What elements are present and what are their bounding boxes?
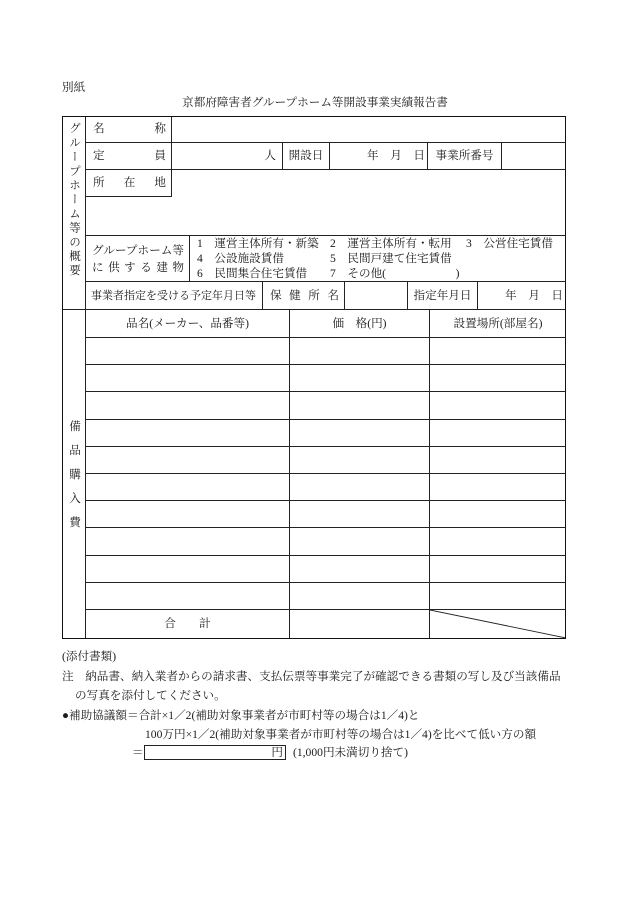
designation-planned-label: 事業者指定を受ける予定年月日等 xyxy=(91,289,256,302)
building-label-cell xyxy=(86,236,190,282)
building-option-4: 4 公設施設賃借 xyxy=(197,252,284,265)
building-option-row xyxy=(190,266,566,281)
designation-planned-label-cell xyxy=(86,282,263,310)
designation-date-label-cell xyxy=(408,282,478,310)
rounding-note: (1,000円未満切り捨て) xyxy=(293,746,408,759)
subsidy-formula-line-1: ●補助協議額＝合計×1／2(補助対象事業者が市町村等の場合は1／4)と xyxy=(62,709,420,722)
address-label: 所 在 地 xyxy=(93,176,166,189)
location-cell xyxy=(430,474,566,501)
item-name-cell xyxy=(86,447,290,474)
equipment-table-body xyxy=(86,338,566,610)
health-center-field xyxy=(345,282,408,310)
equipment-section-header xyxy=(62,310,86,638)
building-label-line-2: に 供 す る 建 物 xyxy=(92,260,184,274)
item-name-cell xyxy=(86,338,290,365)
building-option-5: 5 民間戸建て住宅賃借 xyxy=(330,252,452,265)
building-option-row xyxy=(190,251,566,266)
office-number-field xyxy=(502,143,566,170)
capacity-unit: 人 xyxy=(264,149,276,162)
opening-date-label-cell xyxy=(283,143,330,170)
item-name-cell xyxy=(86,583,290,610)
location-cell xyxy=(430,447,566,474)
name-label: 名 称 xyxy=(93,122,166,135)
equipment-section-label: 備品購入費 xyxy=(68,420,81,540)
item-name-cell xyxy=(86,365,290,392)
item-name-cell xyxy=(86,392,290,419)
location-cell xyxy=(430,338,566,365)
office-number-label-cell xyxy=(428,143,502,170)
designation-date-field xyxy=(478,282,566,310)
overview-section-label: グループホーム等の概要 xyxy=(68,122,81,279)
location-cell xyxy=(430,556,566,583)
building-type-options xyxy=(190,236,566,282)
price-cell xyxy=(290,474,430,501)
building-option-1: 1 運営主体所有・新築 xyxy=(197,237,319,250)
result-equals-sign: ＝ xyxy=(132,746,144,759)
building-option-6: 6 民間集合住宅賃借 xyxy=(197,267,308,280)
diagonal-strike-line xyxy=(430,610,566,638)
health-center-label: 保 健 所 名 xyxy=(270,288,339,302)
name-value-field xyxy=(172,116,566,143)
building-option-row xyxy=(190,236,566,251)
item-name-cell xyxy=(86,474,290,501)
document-title: 京都府障害者グループホーム等開設事業実績報告書 xyxy=(182,96,448,109)
subsidy-amount-field xyxy=(144,745,286,760)
price-cell xyxy=(290,392,430,419)
item-name-cell xyxy=(86,528,290,555)
price-column-header xyxy=(290,310,430,338)
item-name-header-label: 品名(メーカー、品番等) xyxy=(126,316,249,330)
item-name-cell xyxy=(86,501,290,528)
opening-date-field xyxy=(330,143,428,170)
total-location-cell xyxy=(430,610,566,638)
total-price-field xyxy=(290,610,430,638)
attachments-heading: (添付書類) xyxy=(62,650,117,663)
price-cell xyxy=(290,583,430,610)
total-label: 合 計 xyxy=(164,617,211,630)
address-label-cell xyxy=(86,170,172,197)
price-cell xyxy=(290,528,430,555)
capacity-label: 定 員 xyxy=(93,149,166,162)
designation-date-label: 指定年月日 xyxy=(413,288,472,302)
price-cell xyxy=(290,338,430,365)
item-name-cell xyxy=(86,420,290,447)
location-column-header xyxy=(430,310,566,338)
building-label-line-1: グループホーム等 xyxy=(92,243,184,257)
price-cell xyxy=(290,365,430,392)
capacity-value-field xyxy=(172,143,283,170)
price-header-label: 価 格(円) xyxy=(332,316,387,330)
designation-date-placeholder: 年 月 日 xyxy=(505,288,563,302)
item-name-column-header xyxy=(86,310,290,338)
total-label-cell xyxy=(86,610,290,638)
location-cell xyxy=(430,392,566,419)
location-cell xyxy=(430,420,566,447)
price-cell xyxy=(290,501,430,528)
item-name-cell xyxy=(86,556,290,583)
opening-date-label: 開設日 xyxy=(288,149,324,162)
subsidy-amount-unit: 円 xyxy=(271,746,283,759)
overview-section-header xyxy=(62,116,86,310)
health-center-label-cell xyxy=(263,282,345,310)
price-cell xyxy=(290,556,430,583)
location-cell xyxy=(430,583,566,610)
location-cell xyxy=(430,365,566,392)
price-cell xyxy=(290,420,430,447)
opening-date-placeholder: 年 月 日 xyxy=(367,149,425,162)
price-cell xyxy=(290,447,430,474)
location-cell xyxy=(430,501,566,528)
location-cell xyxy=(430,528,566,555)
attachment-note-line-2: の写真を添付してください。 xyxy=(75,689,226,702)
capacity-label-cell xyxy=(86,143,172,170)
building-option-7: 7 その他( ) xyxy=(330,267,460,280)
attachment-label: 別紙 xyxy=(62,81,86,94)
subsidy-formula-line-2: 100万円×1／2(補助対象事業者が市町村等の場合は1／4)を比べて低い方の額 xyxy=(145,728,537,741)
location-header-label: 設置場所(部屋名) xyxy=(453,316,543,330)
building-option-3: 3 公営住宅賃借 xyxy=(466,237,553,250)
office-number-label: 事業所番号 xyxy=(435,149,494,162)
name-label-cell xyxy=(86,116,172,143)
attachment-note-line-1: 注 納品書、納入業者からの請求書、支払伝票等事業完了が確認できる書類の写し及び当該備品 xyxy=(62,670,561,683)
building-option-2: 2 運営主体所有・転用 xyxy=(330,237,452,250)
